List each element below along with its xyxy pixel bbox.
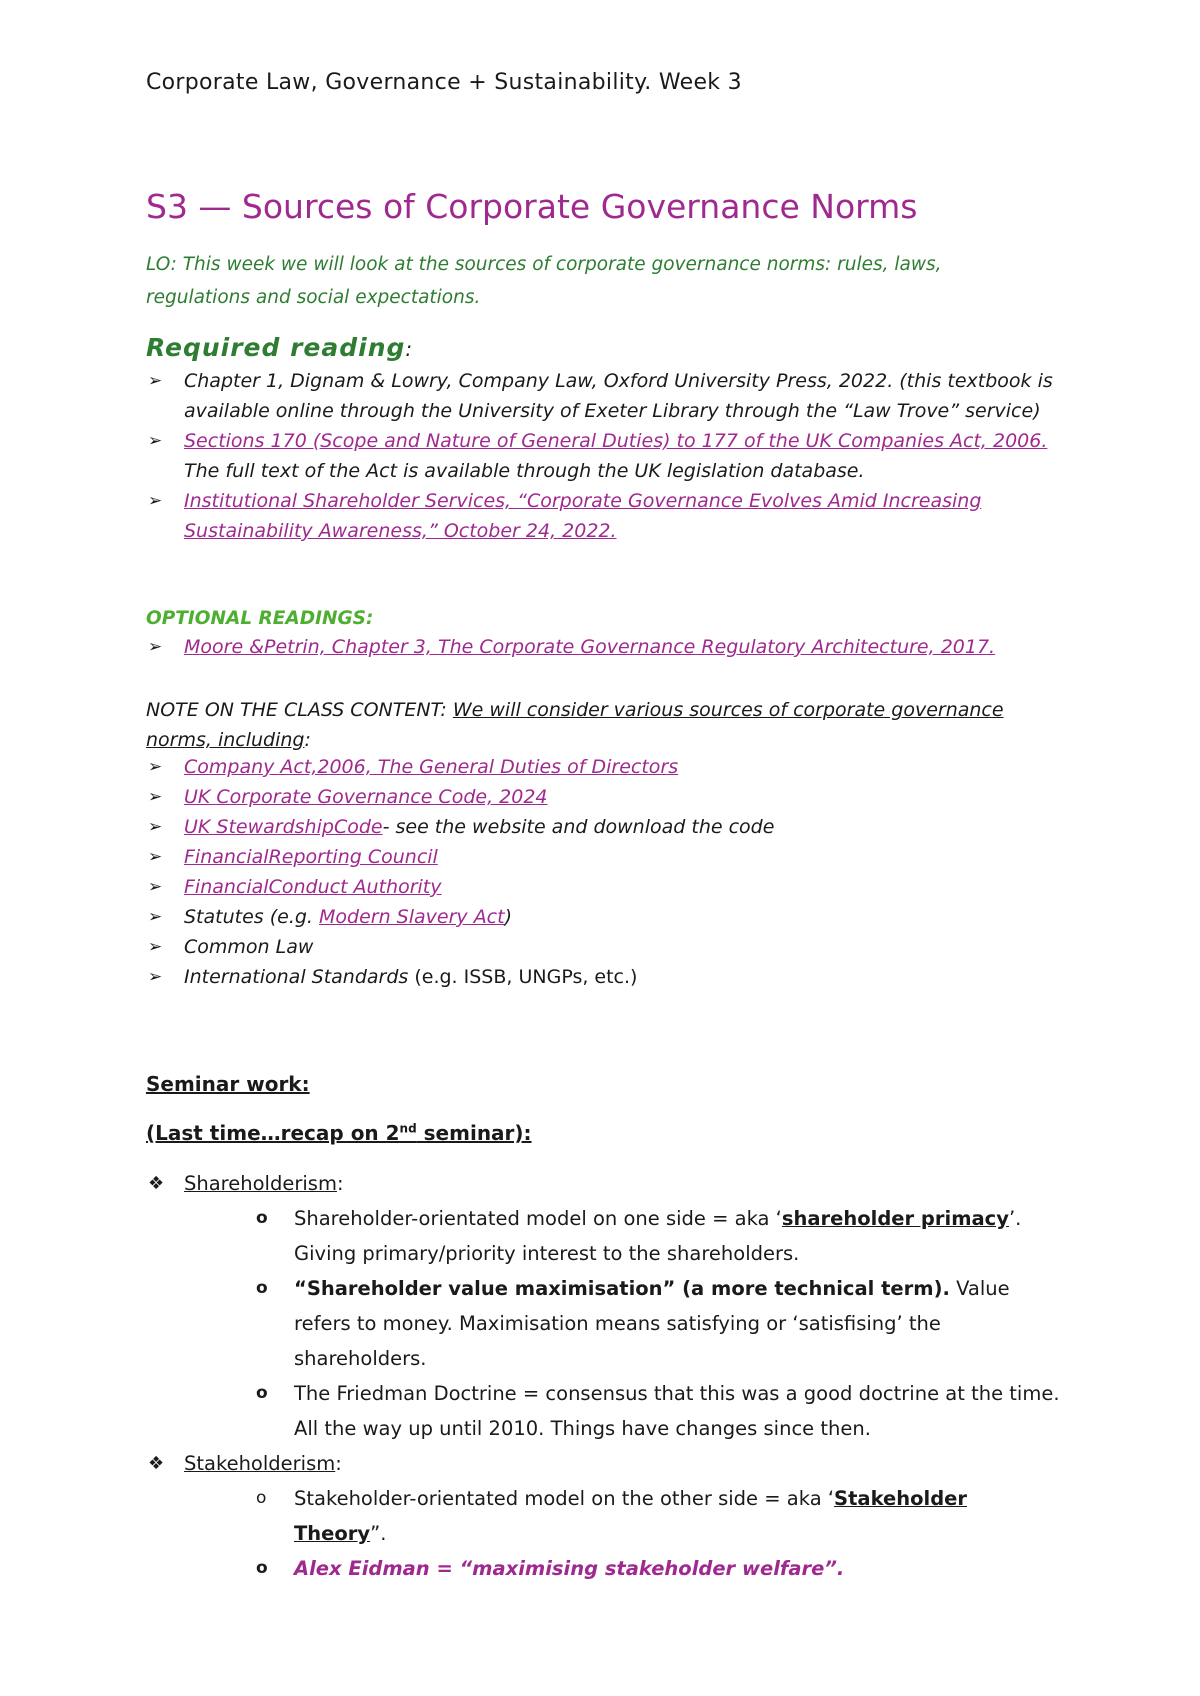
note-emphasis: shareholder primacy bbox=[781, 1207, 1009, 1230]
arrow-bullet-icon: ➢ bbox=[148, 431, 163, 451]
diamond-bullet-icon: ❖ bbox=[148, 1173, 165, 1194]
list-item bbox=[146, 842, 1066, 872]
circle-bullet-icon: o bbox=[256, 1488, 267, 1508]
financial-reporting-council-link[interactable]: FinancialReporting Council bbox=[184, 846, 438, 868]
arrow-bullet-icon: ➢ bbox=[148, 937, 163, 957]
arrow-bullet-icon: ➢ bbox=[148, 491, 163, 511]
arrow-bullet-icon: ➢ bbox=[148, 817, 163, 837]
note-prefix: NOTE ON THE CLASS CONTENT: bbox=[146, 699, 453, 721]
recap-heading bbox=[146, 1121, 532, 1145]
label-colon: : bbox=[336, 1172, 344, 1195]
list-item bbox=[146, 872, 1066, 902]
arrow-bullet-icon: ➢ bbox=[148, 907, 163, 927]
stewardship-code-link[interactable]: UK StewardshipCode bbox=[184, 816, 383, 838]
arrow-bullet-icon: ➢ bbox=[148, 371, 163, 391]
seminar-notes bbox=[146, 1166, 1066, 1586]
note-text: Value refers to money. Maximisation means satisfying or ‘satisfising’ the shareholders. bbox=[294, 1277, 1010, 1370]
list-item-text: Statutes (e.g. bbox=[184, 906, 320, 928]
note-text: ”. bbox=[370, 1522, 387, 1545]
list-item bbox=[146, 1166, 1066, 1446]
learning-objective: LO: This week we will look at the sources of corporate governance norms: rules, laws, regulations and social expectations. bbox=[146, 254, 942, 308]
circle-bullet-icon: o bbox=[256, 1558, 268, 1578]
list-item bbox=[146, 426, 1066, 486]
iss-article-link[interactable]: Institutional Shareholder Services, “Corporate Governance Evolves Amid Increasing Sustainability Awareness,” October 24, 2022. bbox=[184, 490, 982, 542]
list-item bbox=[256, 1551, 1066, 1586]
arrow-bullet-icon: ➢ bbox=[148, 847, 163, 867]
page-title: S3 — Sources of Corporate Governance Norms bbox=[146, 187, 918, 226]
companies-act-link[interactable]: Sections 170 (Scope and Nature of General Duties) to 177 of the UK Companies Act, 2006. bbox=[184, 430, 1048, 452]
list-item bbox=[256, 1481, 1066, 1551]
list-item bbox=[146, 632, 1066, 662]
governance-code-link[interactable]: UK Corporate Governance Code, 2024 bbox=[184, 786, 548, 808]
note-underlined-text: We will consider various sources of corporate governance norms, including bbox=[146, 699, 1004, 751]
note-emphasis: Stakeholder Theory bbox=[294, 1487, 968, 1545]
shareholderism-label: Shareholderism bbox=[184, 1172, 337, 1195]
list-item bbox=[256, 1201, 1066, 1271]
recap-text: seminar): bbox=[416, 1121, 532, 1145]
list-item bbox=[146, 752, 1066, 782]
class-content-note bbox=[146, 695, 1046, 755]
reading-item-text: Chapter 1, Dignam & Lowry, Company Law, Oxford University Press, 2022. (this textbook is available online through the University of Exeter Library through the “Law Trove” service) bbox=[184, 370, 1053, 422]
diamond-outline-bullet-icon: ❖ bbox=[148, 1453, 165, 1474]
seminar-work-heading: Seminar work: bbox=[146, 1072, 310, 1096]
list-item bbox=[146, 366, 1066, 426]
reading-item-text: The full text of the Act is available through the UK legislation database. bbox=[184, 460, 865, 482]
recap-superscript: nd bbox=[399, 1121, 417, 1136]
list-item bbox=[146, 782, 1066, 812]
list-item-text: (e.g. ISSB, UNGPs, etc.) bbox=[408, 966, 638, 988]
list-item bbox=[146, 812, 1066, 842]
list-item bbox=[146, 1446, 1066, 1586]
note-text: Stakeholder-orientated model on the other side = aka ‘ bbox=[294, 1487, 835, 1510]
list-item-text: ) bbox=[504, 906, 513, 928]
list-item bbox=[146, 962, 1066, 992]
circle-bullet-icon: o bbox=[256, 1208, 268, 1228]
required-reading-heading bbox=[146, 333, 413, 362]
list-item bbox=[256, 1271, 1066, 1376]
required-reading-colon: : bbox=[405, 337, 414, 361]
company-act-link[interactable]: Company Act,2006, The General Duties of Directors bbox=[184, 756, 679, 778]
modern-slavery-act-link[interactable]: Modern Slavery Act bbox=[319, 906, 505, 928]
list-item bbox=[146, 902, 1066, 932]
arrow-bullet-icon: ➢ bbox=[148, 757, 163, 777]
financial-conduct-authority-link[interactable]: FinancialConduct Authority bbox=[184, 876, 442, 898]
required-reading-label: Required reading bbox=[146, 333, 406, 362]
recap-text: (Last time…recap on 2 bbox=[146, 1121, 400, 1145]
note-emphasis: “Shareholder value maximisation” (a more technical term). bbox=[294, 1277, 950, 1300]
note-text: Shareholder-orientated model on one side = aka ‘ bbox=[294, 1207, 782, 1230]
note-colon: : bbox=[304, 729, 311, 751]
arrow-bullet-icon: ➢ bbox=[148, 787, 163, 807]
list-item-text: Common Law bbox=[184, 936, 314, 958]
required-reading-list bbox=[146, 366, 1066, 546]
stakeholderism-label: Stakeholderism bbox=[184, 1452, 336, 1475]
optional-readings-list bbox=[146, 632, 1066, 662]
list-item-text: International Standards bbox=[184, 966, 409, 988]
label-colon: : bbox=[335, 1452, 342, 1475]
note-emphasis: Alex Eidman = “maximising stakeholder welfare”. bbox=[294, 1557, 845, 1580]
circle-bullet-icon: o bbox=[256, 1383, 268, 1403]
moore-petrin-link[interactable]: Moore &Petrin, Chapter 3, The Corporate Governance Regulatory Architecture, 2017. bbox=[184, 636, 996, 658]
arrow-bullet-icon: ➢ bbox=[148, 877, 163, 897]
note-text: ’. Giving primary/priority interest to the shareholders. bbox=[294, 1207, 1022, 1265]
sources-list bbox=[146, 752, 1066, 992]
list-item bbox=[146, 486, 1066, 546]
document-header: Corporate Law, Governance + Sustainability. Week 3 bbox=[146, 70, 742, 95]
list-item bbox=[256, 1376, 1066, 1446]
optional-readings-heading: OPTIONAL READINGS: bbox=[146, 608, 374, 629]
arrow-bullet-icon: ➢ bbox=[148, 967, 163, 987]
note-text: The Friedman Doctrine = consensus that this was a good doctrine at the time. All the way up until 2010. Things have changes since then. bbox=[294, 1382, 1060, 1440]
list-item-text: - see the website and download the code bbox=[382, 816, 775, 838]
circle-bullet-icon: o bbox=[256, 1278, 268, 1298]
list-item bbox=[146, 932, 1066, 962]
arrow-bullet-icon: ➢ bbox=[148, 637, 163, 657]
